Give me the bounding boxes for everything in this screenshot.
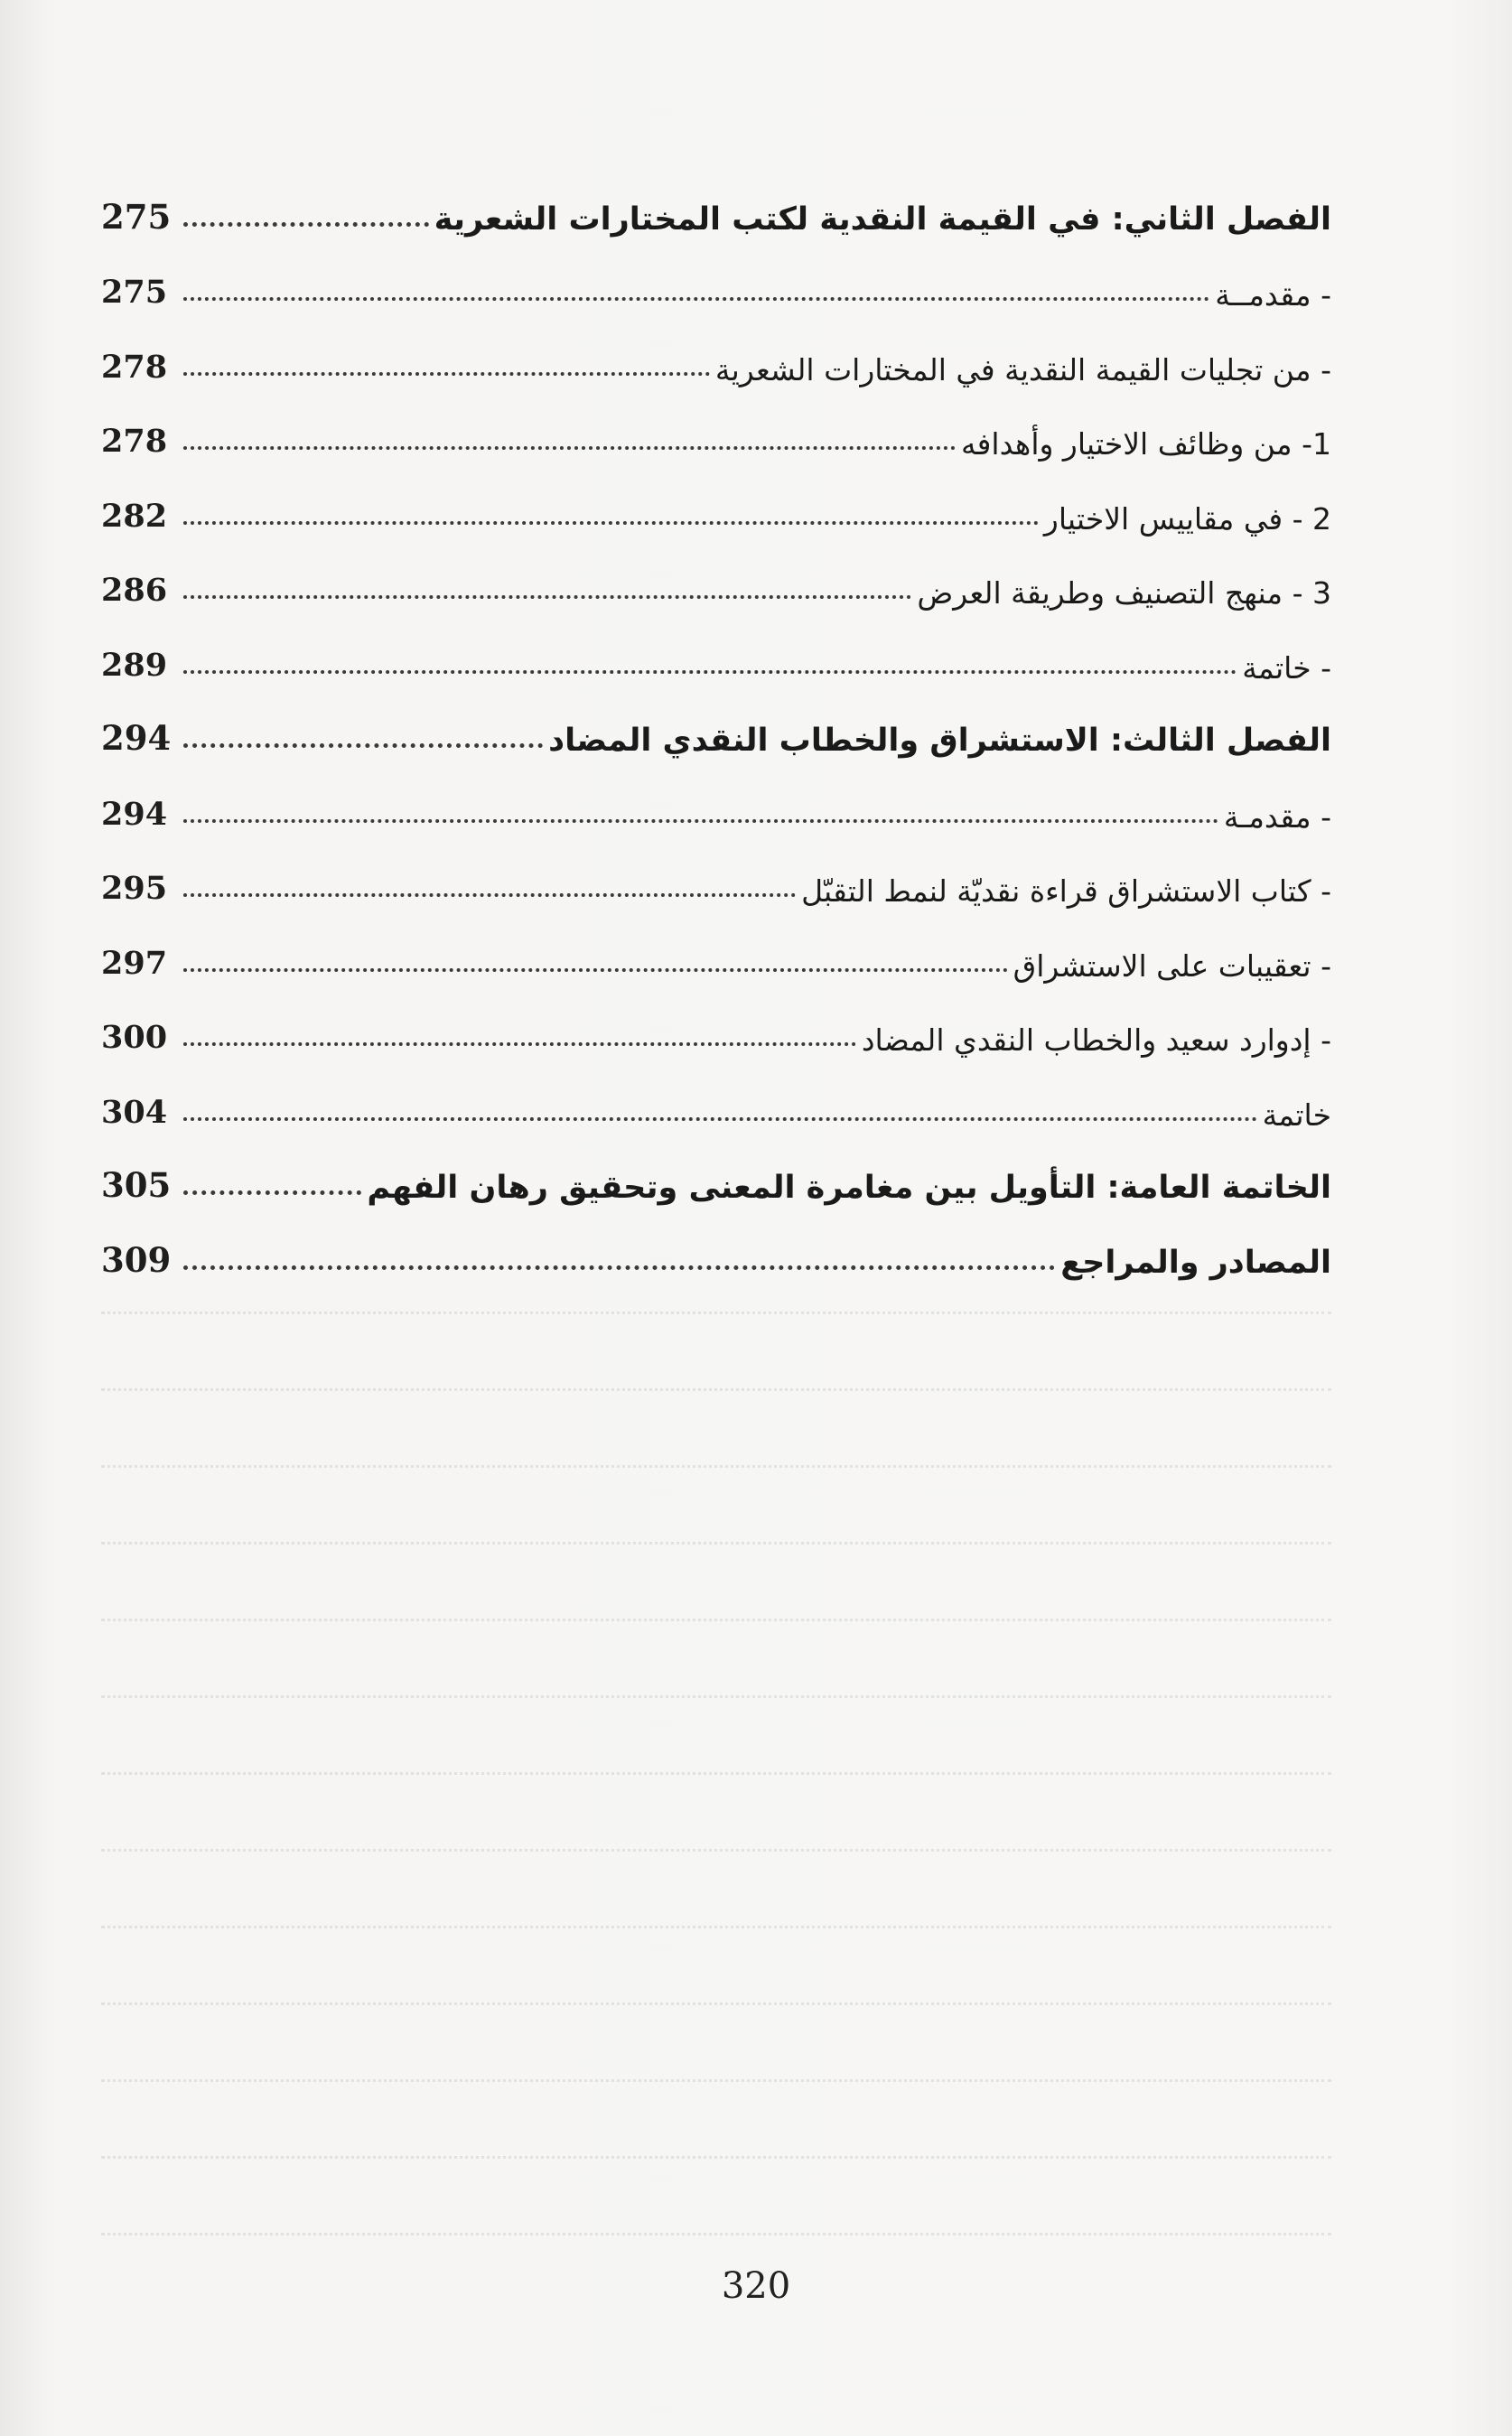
table-of-contents <box>101 163 1331 1281</box>
toc-entry <box>101 685 1331 760</box>
toc-entry-title: المصادر والمراجع <box>1060 1244 1331 1281</box>
toc-entry <box>101 759 1331 834</box>
toc-entry <box>101 461 1331 536</box>
toc-entry-title: الفصل الثاني: في القيمة النقدية لكتب المختارات الشعرية <box>434 201 1331 238</box>
toc-entry-title: 3 - منهج التصنيف وطريقة العرض <box>917 575 1331 611</box>
toc-page-number: 286 <box>101 572 168 609</box>
toc-entry <box>101 312 1331 387</box>
toc-page-number: 297 <box>101 944 168 982</box>
toc-entry <box>101 163 1331 238</box>
toc-entry <box>101 238 1331 313</box>
toc-page-number: 300 <box>101 1019 168 1056</box>
toc-leader-dots <box>183 1265 1055 1270</box>
toc-page-number: 305 <box>101 1165 172 1205</box>
toc-page-number: 304 <box>101 1093 168 1131</box>
toc-entry-title: - مقدمــة <box>1215 277 1331 313</box>
toc-page-number: 275 <box>101 274 168 311</box>
toc-page-number: 278 <box>101 348 168 386</box>
toc-leader-dots <box>183 1041 856 1046</box>
toc-leader-dots <box>183 818 1218 823</box>
toc-entry-title: - مقدمـة <box>1223 798 1331 835</box>
toc-entry-title: - تعقيبات على الاستشراق <box>1013 947 1331 984</box>
toc-entry-title: - كتاب الاستشراق قراءة نقديّة لنمط التقبّل <box>801 873 1331 909</box>
show-through-background <box>101 1237 1331 2213</box>
toc-entry <box>101 834 1331 909</box>
toc-entry-title: الخاتمة العامة: التأويل بين مغامرة المعنى وتحقيق رهان الفهم <box>367 1170 1331 1206</box>
toc-leader-dots <box>183 371 710 376</box>
toc-leader-dots <box>183 742 543 748</box>
toc-leader-dots <box>183 296 1209 301</box>
toc-entry <box>101 983 1331 1058</box>
toc-page-number: 275 <box>101 196 172 237</box>
toc-entry-title: 2 - في مقاييس الاختيار <box>1043 500 1331 537</box>
toc-leader-dots <box>183 221 429 227</box>
toc-entry <box>101 536 1331 611</box>
toc-entry <box>101 908 1331 983</box>
toc-leader-dots <box>183 1116 1257 1121</box>
toc-entry <box>101 387 1331 462</box>
toc-entry-title: - من تجليات القيمة النقدية في المختارات الشعرية <box>714 351 1331 387</box>
toc-entry-title: الفصل الثالث: الاستشراق والخطاب النقدي المضاد <box>548 723 1331 759</box>
toc-entry-title: - خاتمة <box>1242 649 1331 686</box>
toc-page-number: 295 <box>101 870 168 907</box>
toc-leader-dots <box>183 892 796 897</box>
toc-entry <box>101 1206 1331 1281</box>
toc-leader-dots <box>183 1190 361 1195</box>
toc-page-number: 289 <box>101 646 168 684</box>
toc-leader-dots <box>183 967 1008 972</box>
toc-page-number: 278 <box>101 423 168 460</box>
toc-entry-title: - إدوارد سعيد والخطاب النقدي المضاد <box>861 1022 1331 1058</box>
toc-leader-dots <box>183 594 911 599</box>
toc-entry <box>101 1132 1331 1207</box>
toc-page-number: 294 <box>101 795 168 833</box>
page-number: 320 <box>721 2265 791 2307</box>
toc-entry-title: 1- من وظائف الاختيار وأهدافه <box>960 426 1331 462</box>
toc-leader-dots <box>183 520 1039 525</box>
toc-page-number: 309 <box>101 1239 172 1280</box>
toc-leader-dots <box>183 669 1237 674</box>
toc-leader-dots <box>183 445 956 450</box>
toc-page-number: 294 <box>101 718 172 758</box>
toc-entry <box>101 1057 1331 1132</box>
toc-entry <box>101 610 1331 685</box>
toc-entry-title: خاتمة <box>1262 1097 1331 1133</box>
toc-page-number: 282 <box>101 497 168 535</box>
